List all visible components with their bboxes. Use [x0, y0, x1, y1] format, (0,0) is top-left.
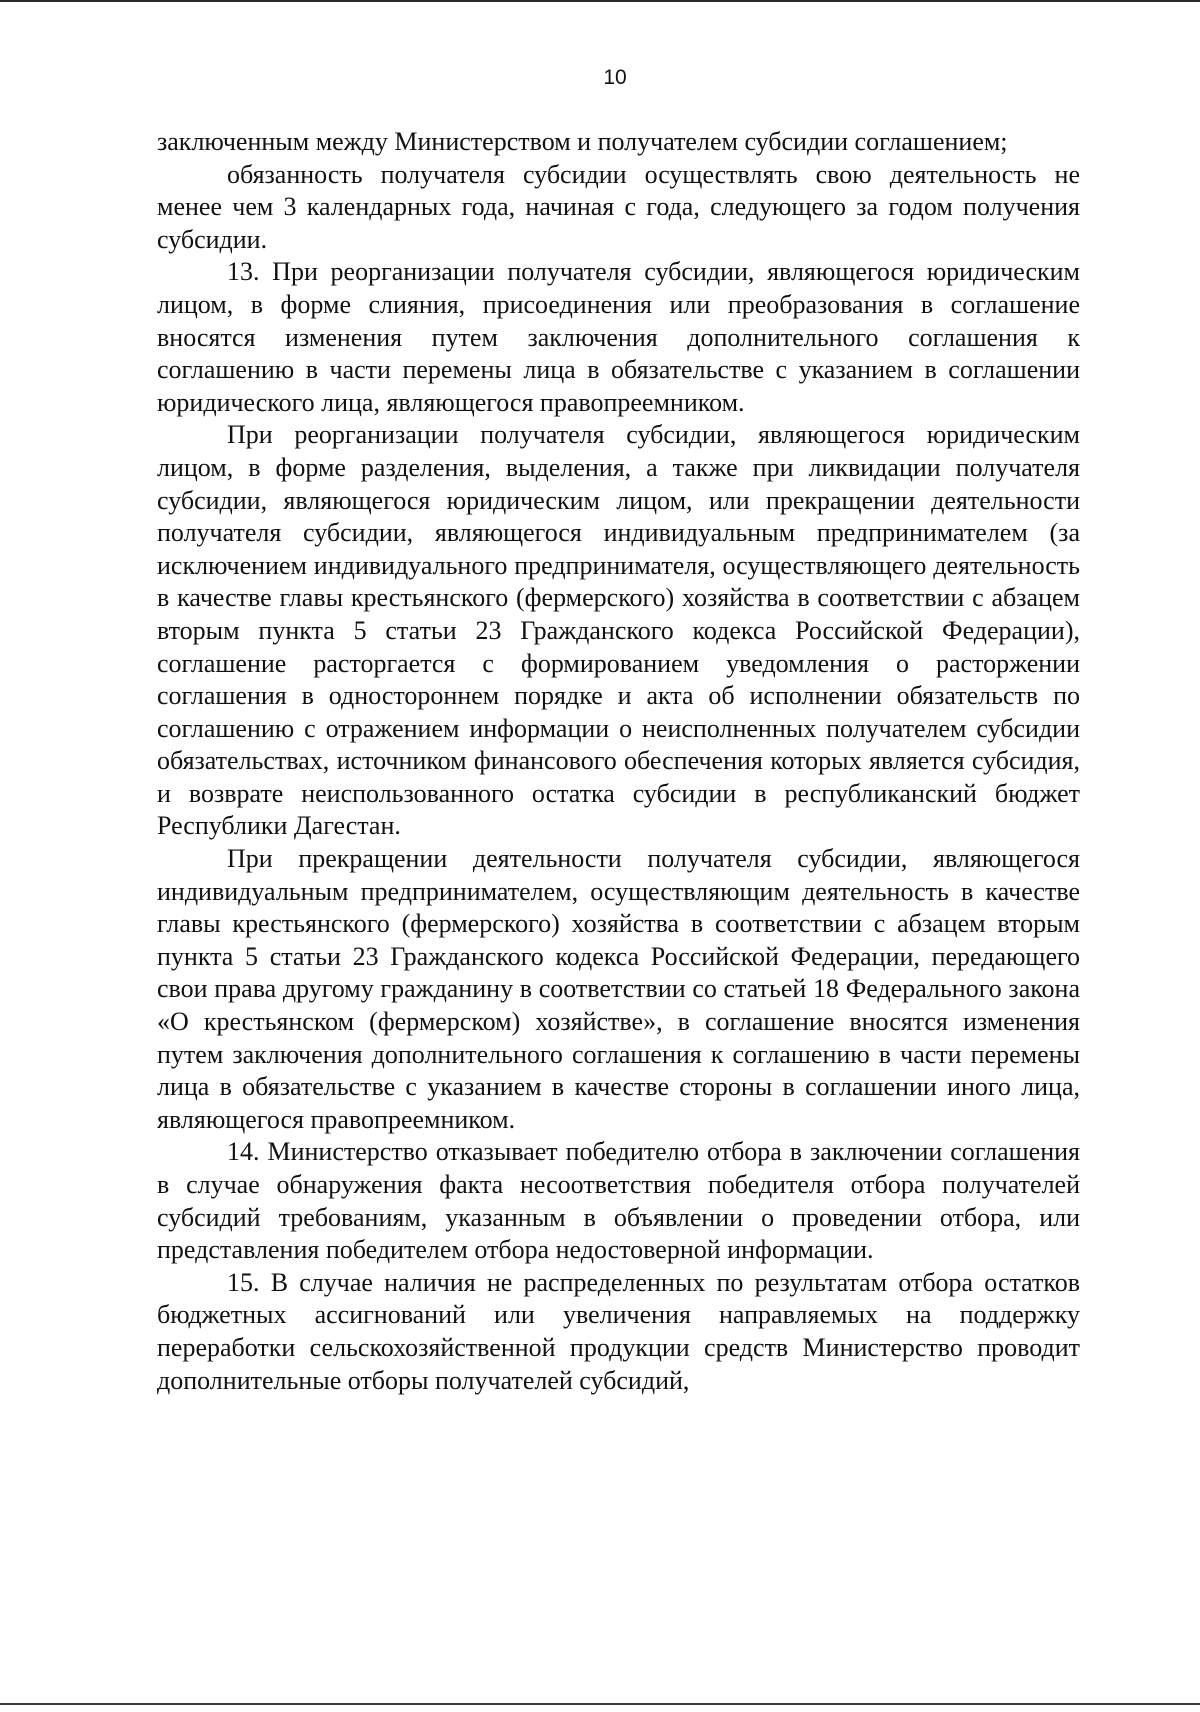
paragraph-reorganization: При реорганизации получателя субсидии, являющегося юридическим лицом, в форме разделения, выделения, а также при ликвидации получателя субсидии, являющегося юридическим лицом, или прекращении деятельности получателя субсидии, являющегося индивидуальным предпринимателем (за исключением индивидуального предпринимателя, осуществляющего деятельность в качестве главы крестьянского (фермерского) хозяйства в соответствии с абзацем вторым пункта 5 статьи 23 Гражданского кодекса Российской Федерации), соглашение расторгается с формированием уведомления о расторжении соглашения в одностороннем порядке и акта об исполнении обязательств по соглашению с отражением информации о неисполненных получателем субсидии обязательствах, источником финансового обеспечения которых является субсидия, и возврате неиспользованного остатка субсидии в республиканский бюджет Республики Дагестан. — [157, 420, 1080, 841]
paragraph-obligation: обязанность получателя субсидии осуществлять свою деятельность не менее чем 3 календарных года, начиная с года, следующего за годом получения субсидии. — [157, 159, 1080, 254]
paragraph-item-13: 13. При реорганизации получателя субсидии, являющегося юридическим лицом, в форме слияния, присоединения или преобразования в соглашение вносятся изменения путем заключения дополнительного соглашения к соглашению в части перемены лица в обязательстве с указанием в соглашении юридического лица, являющегося правопреемником. — [157, 257, 1080, 417]
page-number: 10 — [603, 66, 627, 89]
paragraph-item-14: 14. Министерство отказывает победителю отбора в заключении соглашения в случае обнаружения факта несоответствия победителя отбора получателей субсидий требованиям, указанным в объявлении о проведении отбора, или представления победителем отбора недостоверной информации. — [157, 1137, 1080, 1265]
paragraph-continuation: заключенным между Министерством и получателем субсидии соглашением; — [157, 127, 1008, 156]
scan-edge-top — [0, 0, 1200, 2]
paragraph-termination: При прекращении деятельности получателя субсидии, являющегося индивидуальным предпринимателем, осуществляющим деятельность в качестве главы крестьянского (фермерского) хозяйства в соответствии с абзацем вторым пункта 5 статьи 23 Гражданского кодекса Российской Федерации, передающего свои права другому гражданину в соответствии со статьей 18 Федерального закона «О крестьянском (фермерском) хозяйстве», в соглашение вносятся изменения путем заключения дополнительного соглашения к соглашению в части перемены лица в обязательстве с указанием в качестве стороны в соглашении иного лица, являющегося правопреемником. — [157, 844, 1080, 1134]
scan-edge-bottom — [0, 1703, 1200, 1705]
paragraph-item-15: 15. В случае наличия не распределенных по результатам отбора остатков бюджетных ассигнований или увеличения направляемых на поддержку переработки сельскохозяйственной продукции средств Министерство проводит дополнительные отборы получателей субсидий, — [157, 1267, 1080, 1395]
document-body — [157, 126, 1080, 1397]
